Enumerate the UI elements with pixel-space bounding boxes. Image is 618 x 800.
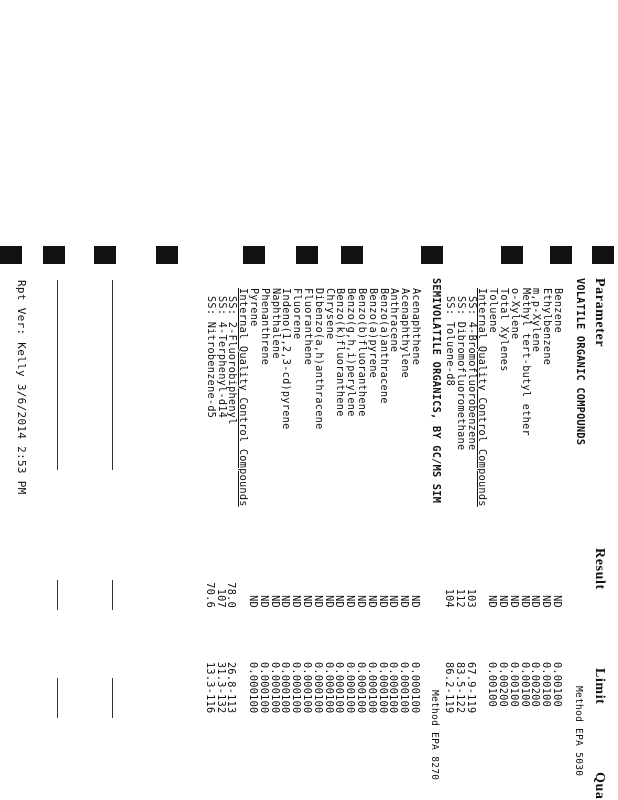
analyte-name: SS: Nitrobenzene-d5 xyxy=(204,296,216,419)
analyte-limit: 0.000100 xyxy=(409,662,420,714)
analyte-limit: 67.9-119 xyxy=(464,662,476,714)
analyte-name: SS: 4-Bromofluorobenzene xyxy=(465,296,477,451)
voc-method: Method EPA 5030 xyxy=(573,686,584,777)
analyte-name: Fluorene xyxy=(291,288,303,340)
svoc-section-title: SEMIVOLATILE ORGANICS, BY GC/MS SIM xyxy=(430,278,441,504)
analyte-limit: 0.00100 xyxy=(551,662,562,708)
analyte-name: Toluene xyxy=(487,288,499,334)
analyte-name: SS: Dibromofluoromethane xyxy=(454,296,466,451)
analyte-name: SS: 4-Terphenyl-d14 xyxy=(215,296,227,419)
analyte-result: ND xyxy=(268,595,280,608)
analyte-limit: 0.00100 xyxy=(540,662,552,708)
header-parameter: Parameter xyxy=(592,278,607,348)
analyte-name: Benzo(a)pyrene xyxy=(366,288,378,379)
analyte-name: Benzene xyxy=(552,288,563,334)
analyte-result: ND xyxy=(529,595,541,608)
margin-mark xyxy=(421,246,443,264)
analyte-result: ND xyxy=(551,595,562,608)
analyte-limit: 0.000100 xyxy=(290,662,302,714)
analyte-result: ND xyxy=(507,595,519,608)
analyte-result: ND xyxy=(333,595,345,608)
analyte-limit: 0.000100 xyxy=(333,662,345,714)
header-qualifier: Qua xyxy=(592,772,607,800)
analyte-result: ND xyxy=(376,595,388,608)
margin-mark xyxy=(296,246,318,264)
analyte-name: Indeno(1,2,3-cd)pyrene xyxy=(280,288,292,430)
analyte-result: ND xyxy=(279,595,291,608)
analyte-limit: 0.00100 xyxy=(518,662,530,708)
analyte-name: SS: Toluene-d8 xyxy=(444,296,455,387)
analyte-limit: 0.000100 xyxy=(355,662,366,714)
analyte-result: 107 xyxy=(214,588,226,608)
analyte-result: ND xyxy=(497,595,508,608)
analyte-name: o-Xylene xyxy=(508,288,520,340)
divider-line xyxy=(112,580,113,610)
divider-line xyxy=(112,280,113,470)
divider-line xyxy=(57,678,58,718)
analyte-limit: 86.2-119 xyxy=(443,662,454,714)
svoc-method: Method EPA 8270 xyxy=(429,690,440,781)
analyte-name: SS: 2-Fluorobiphenyl xyxy=(226,296,238,425)
analyte-result: ND xyxy=(301,595,312,608)
analyte-result: 104 xyxy=(443,588,454,608)
analyte-limit: 0.00200 xyxy=(497,662,508,708)
analyte-limit: 0.00100 xyxy=(486,662,498,708)
margin-mark xyxy=(341,246,363,264)
analyte-limit: 31.3-132 xyxy=(214,662,226,714)
analyte-limit: 0.000100 xyxy=(257,662,269,714)
analyte-result: ND xyxy=(322,595,334,608)
analyte-result: ND xyxy=(344,595,356,608)
analyte-limit: 0.000100 xyxy=(279,662,291,714)
analyte-limit: 0.000100 xyxy=(376,662,388,714)
analyte-name: Fluoranthene xyxy=(302,288,313,366)
analyte-name: Naphthalene xyxy=(269,288,281,359)
analyte-name: Benzo(g,h,i)perylene xyxy=(345,288,357,417)
svoc-qc-title: Internal Quality Control Compounds xyxy=(237,288,249,507)
analyte-name: Methyl tert-butyl ether xyxy=(519,288,531,436)
analyte-limit: 0.000100 xyxy=(268,662,280,714)
analyte-name: Benzo(k)fluoranthene xyxy=(334,288,346,417)
analyte-name: m,p-Xylene xyxy=(530,288,542,353)
analyte-name: Acenaphthene xyxy=(410,288,421,366)
analyte-limit: 0.000100 xyxy=(398,662,410,714)
analyte-result: 70.6 xyxy=(203,582,215,608)
analyte-limit: 0.000100 xyxy=(247,662,258,714)
margin-mark xyxy=(94,246,116,264)
analyte-name: Phenanthrene xyxy=(258,288,270,366)
analyte-limit: 0.000100 xyxy=(301,662,312,714)
margin-mark xyxy=(0,246,22,264)
header-limit: Limit xyxy=(592,668,607,705)
header-result: Result xyxy=(592,548,607,590)
margin-mark xyxy=(156,246,178,264)
divider-line xyxy=(112,678,113,718)
margin-mark xyxy=(550,246,572,264)
report-version-footer: Rpt Ver: Kelly 3/6/2014 2:53 PM xyxy=(15,280,28,495)
divider-line xyxy=(57,280,58,470)
analyte-result: 103 xyxy=(464,588,476,608)
margin-mark xyxy=(501,246,523,264)
voc-qc-title: Internal Quality Control Compounds xyxy=(476,288,488,507)
analyte-limit: 0.000100 xyxy=(387,662,399,714)
analyte-name: Benzo(b)fluoranthene xyxy=(356,288,367,417)
analyte-name: Acenaphthylene xyxy=(399,288,411,379)
analyte-result: ND xyxy=(398,595,410,608)
analyte-limit: 0.00100 xyxy=(507,662,519,708)
analyte-result: ND xyxy=(257,595,269,608)
analyte-limit: 26.8-113 xyxy=(225,662,237,714)
analyte-limit: 0.000100 xyxy=(365,662,377,714)
margin-mark xyxy=(243,246,265,264)
margin-mark xyxy=(43,246,65,264)
analyte-name: Chrysene xyxy=(323,288,335,340)
analyte-result: ND xyxy=(365,595,377,608)
analyte-result: 78.0 xyxy=(225,582,237,608)
analyte-name: Anthracene xyxy=(388,288,400,353)
analyte-limit: 0.000100 xyxy=(311,662,323,714)
analyte-result: ND xyxy=(486,595,498,608)
analyte-result: ND xyxy=(247,595,258,608)
voc-section-title: VOLATILE ORGANIC COMPOUNDS xyxy=(574,278,585,446)
analyte-limit: 13.3-116 xyxy=(203,662,215,714)
analyte-name: Benzo(a)anthracene xyxy=(377,288,389,404)
divider-line xyxy=(57,580,58,610)
analyte-result: ND xyxy=(311,595,323,608)
analyte-result: ND xyxy=(518,595,530,608)
analyte-result: ND xyxy=(387,595,399,608)
analyte-result: 112 xyxy=(453,588,465,608)
analyte-name: Dibenzo(a,h)anthracene xyxy=(312,288,324,430)
margin-mark xyxy=(592,246,614,264)
analyte-result: ND xyxy=(409,595,420,608)
analyte-name: Pyrene xyxy=(248,288,259,327)
analyte-name: Total Xylenes xyxy=(498,288,509,372)
analyte-limit: 0.000100 xyxy=(344,662,356,714)
analyte-limit: 0.00200 xyxy=(529,662,541,708)
analyte-result: ND xyxy=(540,595,552,608)
analyte-result: ND xyxy=(355,595,366,608)
analyte-result: ND xyxy=(290,595,302,608)
analyte-limit: 83.5-122 xyxy=(453,662,465,714)
analyte-limit: 0.000100 xyxy=(322,662,334,714)
analyte-name: Ethylbenzene xyxy=(541,288,553,366)
